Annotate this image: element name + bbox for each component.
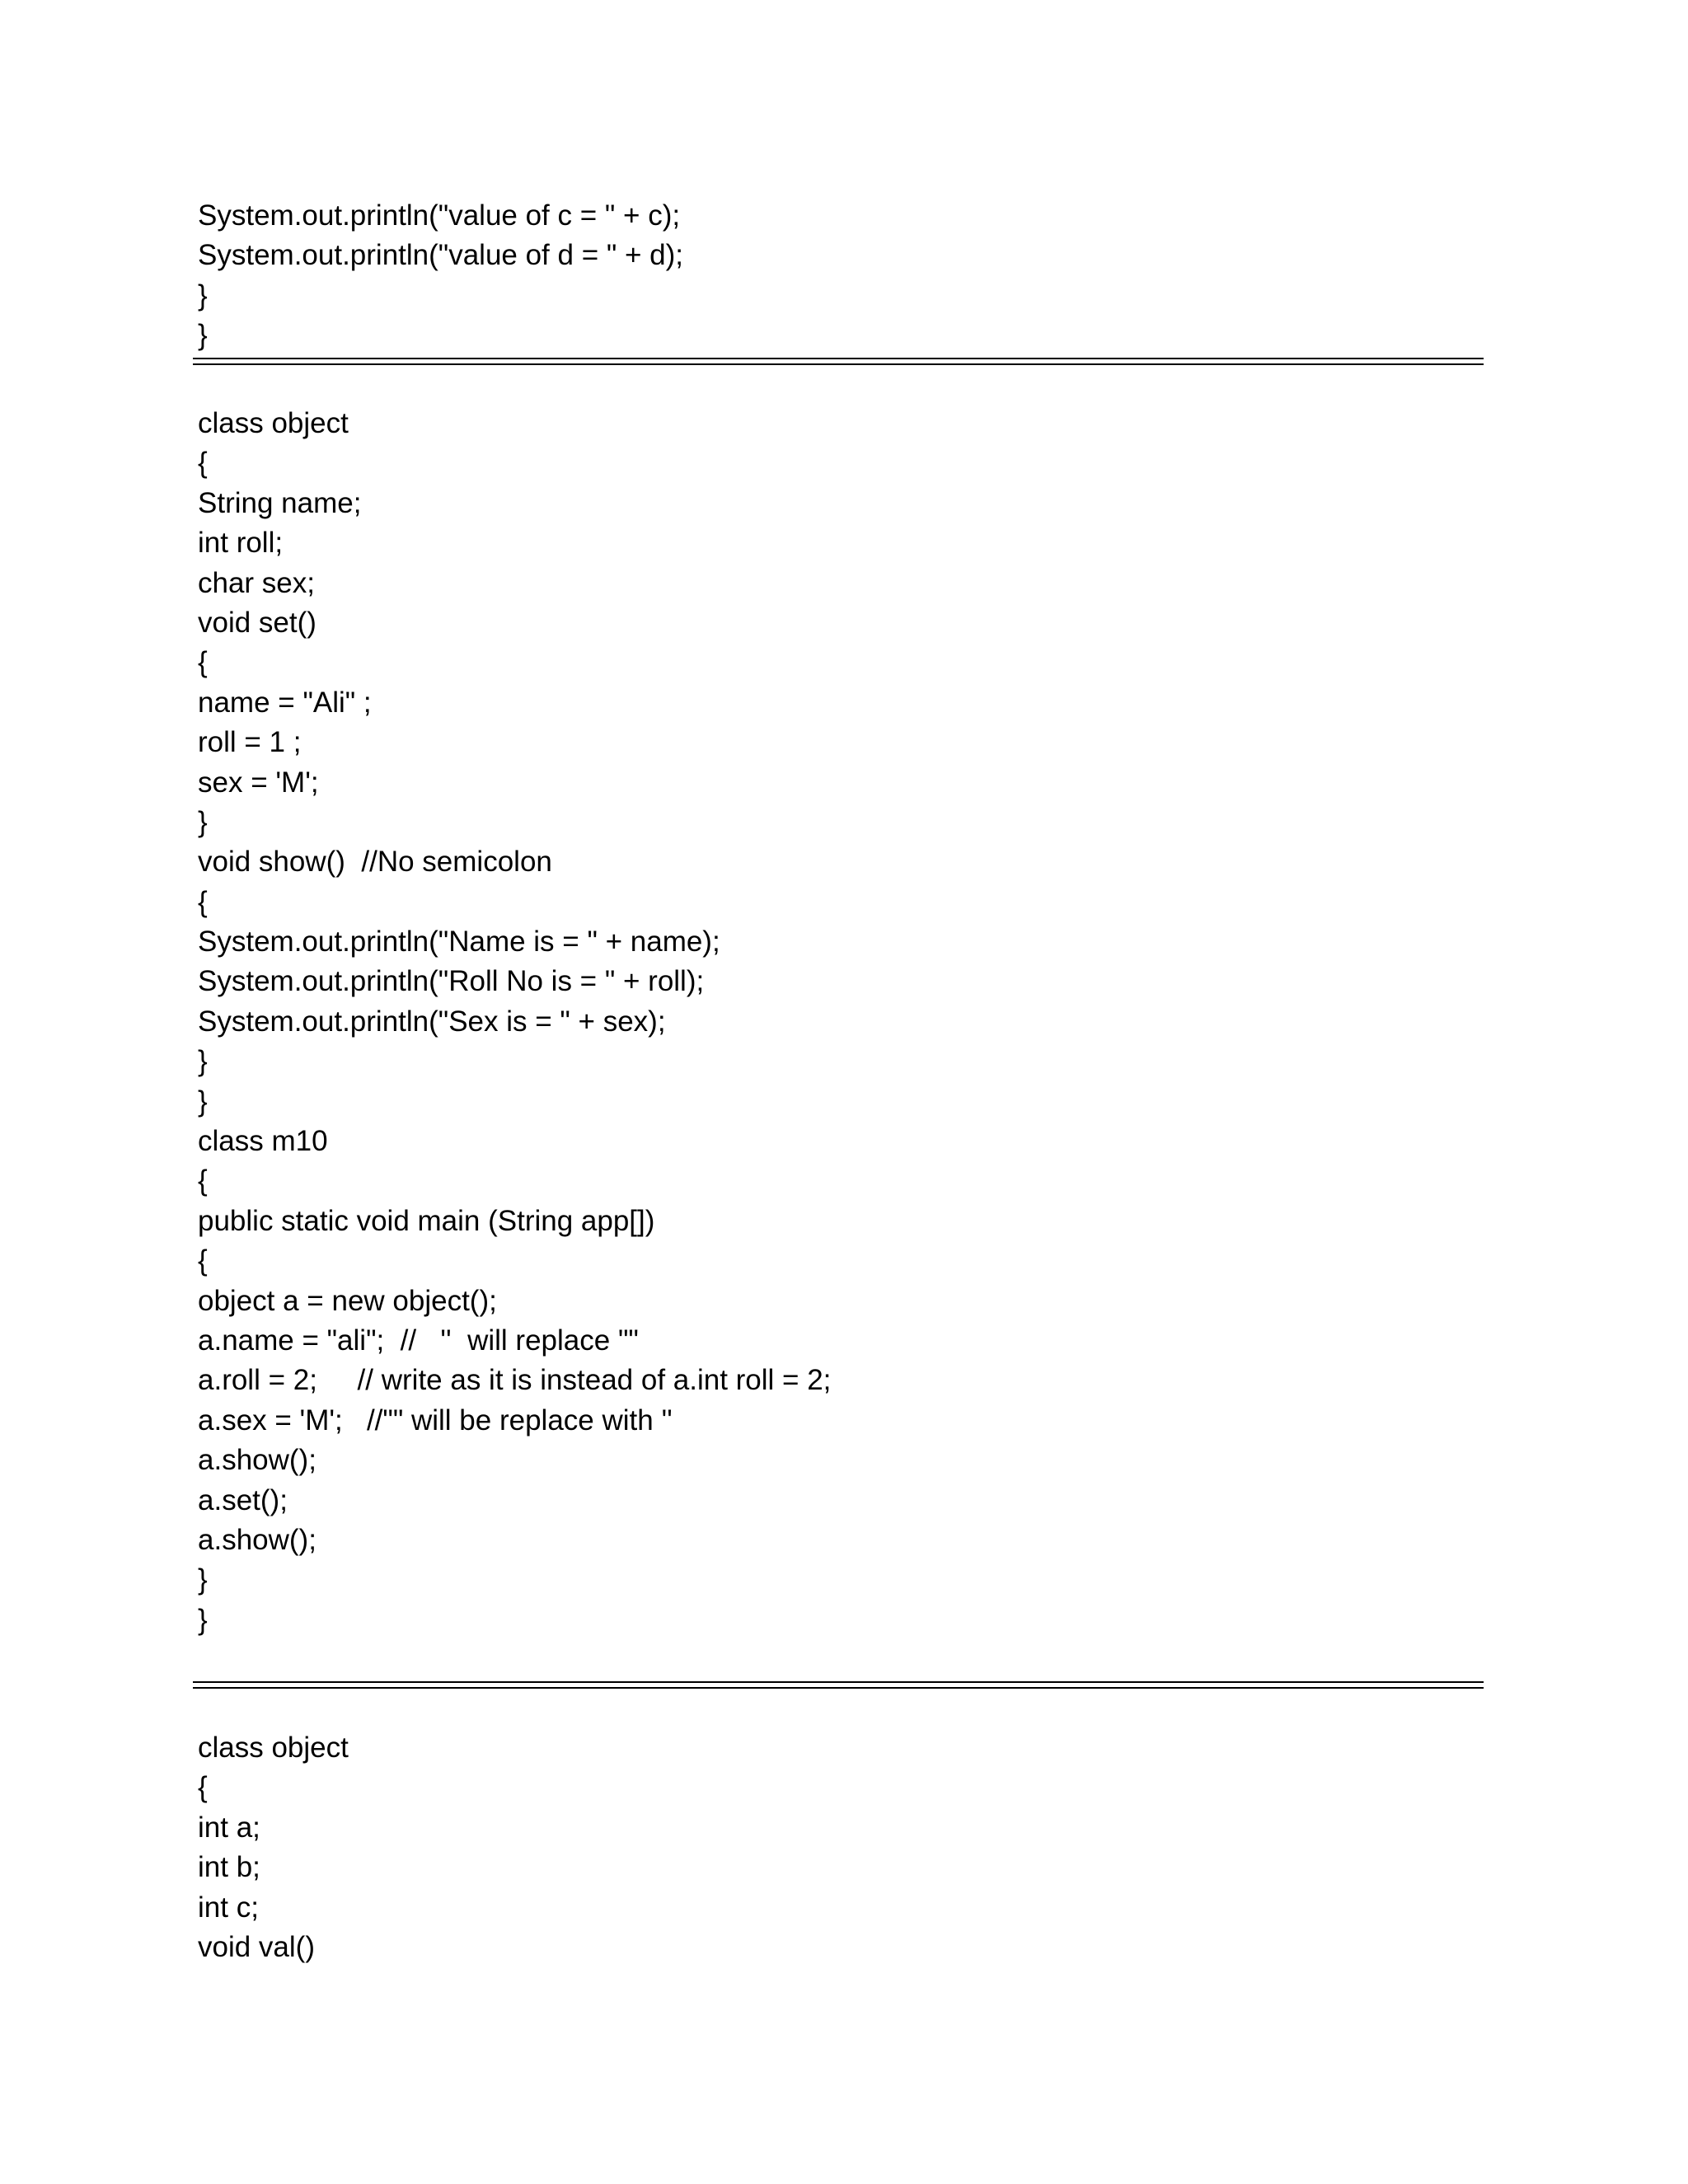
code-line: void val() <box>198 1930 315 1963</box>
code-block-3 <box>198 1728 349 1967</box>
code-line: void set() <box>198 606 316 639</box>
code-line: System.out.println("value of c = " + c); <box>198 199 681 232</box>
code-line: } <box>198 1045 208 1078</box>
code-line: char sex; <box>198 566 315 599</box>
code-line: int b; <box>198 1851 260 1884</box>
code-block-1 <box>198 196 683 356</box>
code-line: a.set(); <box>198 1483 288 1516</box>
code-line: class m10 <box>198 1125 328 1158</box>
code-line: a.show(); <box>198 1444 316 1477</box>
code-line: System.out.println("Name is = " + name); <box>198 926 720 958</box>
code-line: void show() //No semicolon <box>198 846 552 879</box>
code-line: int a; <box>198 1811 260 1844</box>
double-rule-separator <box>193 1681 1484 1689</box>
code-line: } <box>198 1563 208 1596</box>
code-line: { <box>198 1771 208 1804</box>
code-line: System.out.println("Roll No is = " + roll); <box>198 965 705 998</box>
code-line: class object <box>198 1732 349 1764</box>
code-line: } <box>198 1085 208 1118</box>
code-line: { <box>198 1165 208 1197</box>
code-line: int c; <box>198 1891 259 1924</box>
code-line: a.sex = 'M'; //"" will be replace with '' <box>198 1404 673 1436</box>
code-line: } <box>198 279 208 312</box>
code-line: sex = 'M'; <box>198 766 319 799</box>
code-line: { <box>198 646 208 679</box>
code-line: public static void main (String app[]) <box>198 1204 655 1237</box>
code-line: a.show(); <box>198 1523 316 1556</box>
code-line: int roll; <box>198 527 284 560</box>
code-line: object a = new object(); <box>198 1284 497 1317</box>
code-line: roll = 1 ; <box>198 726 302 759</box>
double-rule-separator <box>193 358 1484 365</box>
code-line: String name; <box>198 486 362 519</box>
code-line: System.out.println("value of d = " + d); <box>198 239 684 272</box>
code-line: class object <box>198 407 349 439</box>
code-line: System.out.println("Sex is = " + sex); <box>198 1005 666 1038</box>
code-line: name = "Ali" ; <box>198 686 372 719</box>
code-line: { <box>198 885 208 918</box>
code-line: } <box>198 1603 208 1636</box>
code-line: { <box>198 447 208 480</box>
code-line: a.name = "ali"; // '' will replace "" <box>198 1324 639 1357</box>
code-line: { <box>198 1244 208 1277</box>
code-line: } <box>198 805 208 838</box>
code-line: } <box>198 319 208 352</box>
code-block-2 <box>198 404 831 1640</box>
code-line: a.roll = 2; // write as it is instead of a.int roll = 2; <box>198 1364 832 1397</box>
